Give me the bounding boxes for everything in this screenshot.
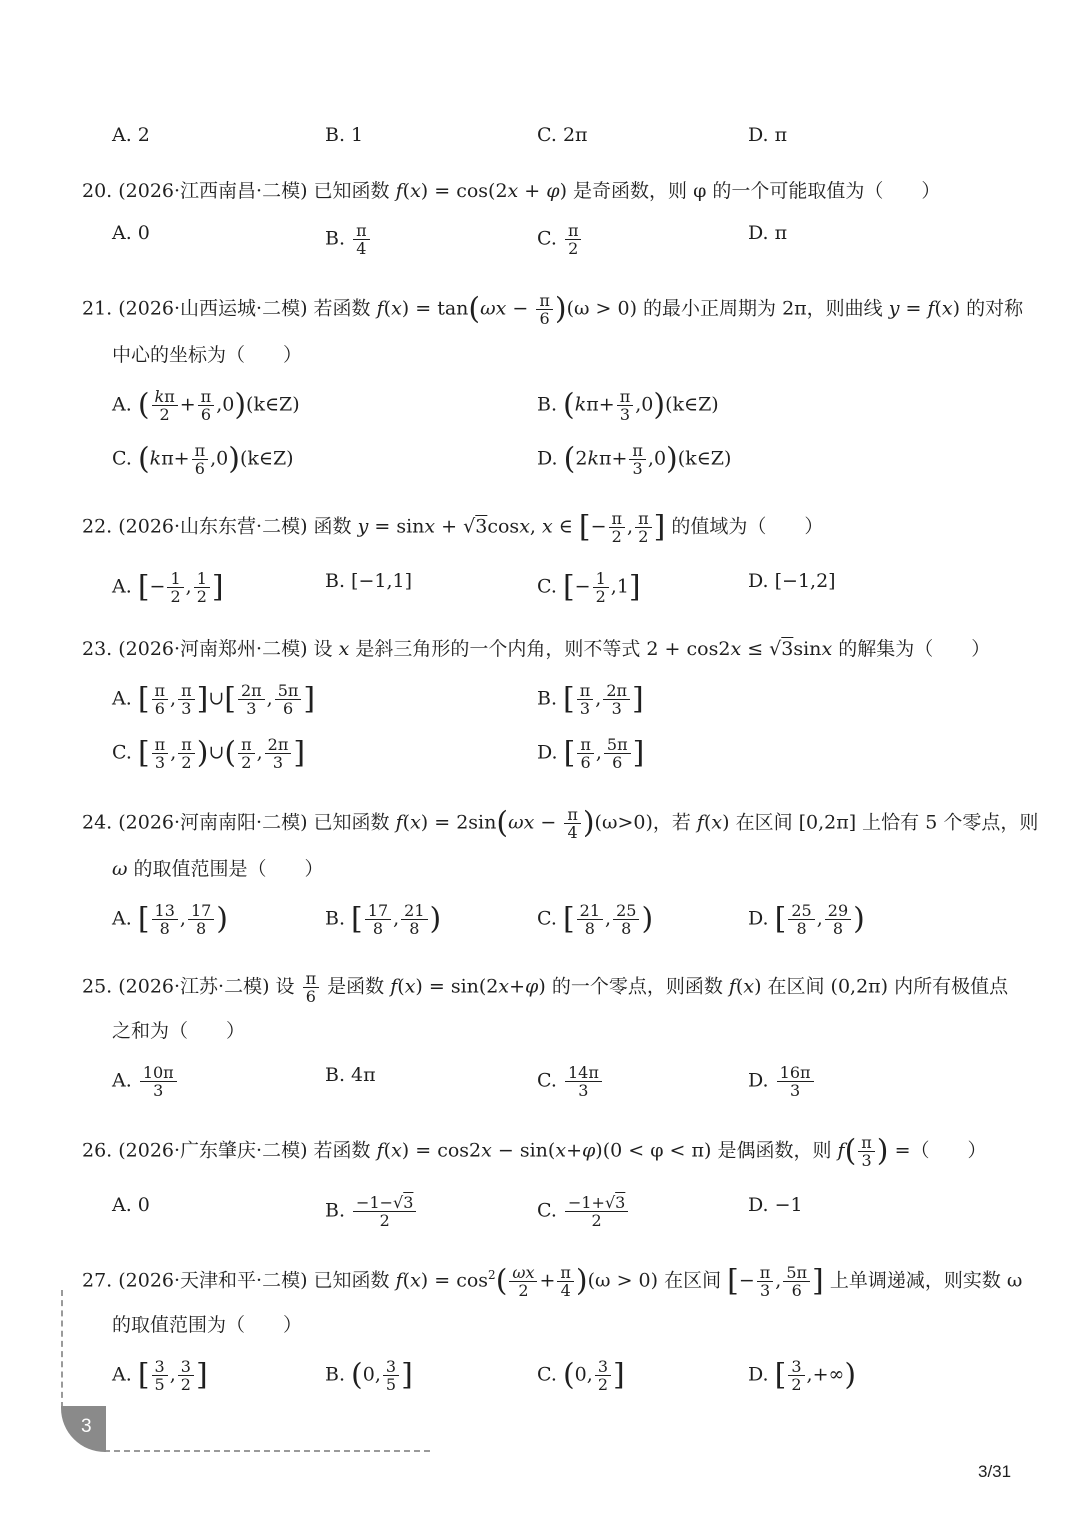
question-25 xyxy=(0,970,1080,1016)
option-d: D. $\frac{16\pi}{3}$ xyxy=(748,1064,816,1099)
page-number-tab xyxy=(61,1406,106,1452)
option-b: B. 1 xyxy=(325,124,364,146)
question-27-line2 xyxy=(0,1310,1080,1356)
question-26 xyxy=(0,1134,1080,1180)
q25-options xyxy=(0,1064,1080,1110)
dashed-border-vertical xyxy=(61,1290,63,1408)
q26-options xyxy=(0,1194,1080,1240)
option-b: B. $\frac{-1-√3}{2}$ xyxy=(325,1194,418,1229)
question-27 xyxy=(0,1264,1080,1310)
option-b: B. (0, $\frac{3}{5}$ ] xyxy=(325,1357,413,1394)
option-a: A. $\frac{10\pi}{3}$ xyxy=(112,1064,179,1099)
question-24 xyxy=(0,806,1080,852)
option-c: C. $\frac{14\pi}{3}$ xyxy=(537,1064,604,1099)
option-d: D. π xyxy=(748,222,788,244)
option-b: B. $\frac{\pi}{4}$ xyxy=(325,222,372,257)
option-b: B. [ $\frac{17}{8}$ , $\frac{21}{8}$ ) xyxy=(325,901,442,938)
option-a: A. 0 xyxy=(112,1194,150,1216)
option-a: A. [− $\frac{1}{2}$ , $\frac{1}{2}$ ] xyxy=(112,569,224,606)
question-text-cont: ω 的取值范围是（ ） xyxy=(112,858,324,880)
question-25-line2 xyxy=(0,1016,1080,1062)
question-21 xyxy=(0,292,1080,338)
option-c: C. 2π xyxy=(537,124,588,146)
q23-options-ab xyxy=(0,682,1080,728)
option-c: C. [ $\frac{\pi}{3}$ , $\frac{\pi}{2}$ )∪( $\frac{\pi}{2}$ , $\frac{2\pi}{3}$ ] xyxy=(112,735,306,772)
page-number-tab-label: 3 xyxy=(81,1416,92,1437)
question-text: 24. (2026·河南南阳·二模) 已知函数 f(x) = 2sin(ωx − $\frac{\pi}{4}$ )(ω>0)，若 f(x) 在区间 [0,2π] 上恰有 5 个零点，则 xyxy=(82,805,1039,842)
question-23 xyxy=(0,634,1080,680)
option-c: C. [− $\frac{1}{2}$ ,1] xyxy=(537,569,641,606)
question-text-cont: 的取值范围为（ ） xyxy=(112,1314,303,1336)
option-b: B. [−1,1] xyxy=(325,570,413,592)
question-21-line2 xyxy=(0,340,1080,386)
q23-options-cd xyxy=(0,736,1080,782)
option-d: D. [−1,2] xyxy=(748,570,836,592)
option-d: D. [ $\frac{25}{8}$ , $\frac{29}{8}$ ) xyxy=(748,901,865,938)
dashed-border-horizontal xyxy=(104,1450,430,1452)
question-text: 20. (2026·江西南昌·二模) 已知函数 f(x) = cos(2x + φ) 是奇函数，则 φ 的一个可能取值为（ ） xyxy=(82,180,941,202)
page-indicator: 3/31 xyxy=(978,1462,1012,1481)
option-c: C. $\frac{-1+√3}{2}$ xyxy=(537,1194,630,1229)
option-a: A. [ $\frac{3}{5}$ , $\frac{3}{2}$ ] xyxy=(112,1357,208,1394)
option-a: A. 2 xyxy=(112,124,150,146)
option-b: B. (kπ+ $\frac{\pi}{3}$ ,0)(k∈Z) xyxy=(537,387,719,424)
q21-options-cd xyxy=(0,442,1080,488)
option-d: D. [ $\frac{\pi}{6}$ , $\frac{5\pi}{6}$ ] xyxy=(537,735,645,772)
q19-options xyxy=(0,124,1080,170)
option-b: B. 4π xyxy=(325,1064,376,1086)
option-d: D. π xyxy=(748,124,788,146)
option-c: C. [ $\frac{21}{8}$ , $\frac{25}{8}$ ) xyxy=(537,901,654,938)
question-20 xyxy=(0,176,1080,222)
option-c: C. $\frac{\pi}{2}$ xyxy=(537,222,583,257)
question-text-cont: 中心的坐标为（ ） xyxy=(112,344,303,366)
question-text: 21. (2026·山西运城·二模) 若函数 f(x) = tan(ωx − $\frac{\pi}{6}$ )(ω > 0) 的最小正周期为 2π，则曲线 y = f(x) 的对称 xyxy=(82,291,1024,328)
question-text: 26. (2026·广东肇庆·二模) 若函数 f(x) = cos2x − sin(x+φ)(0 < φ < π) 是偶函数，则 f( $\frac{\pi}{3}$ ) =（ ） xyxy=(82,1133,987,1170)
q21-options-ab xyxy=(0,388,1080,434)
question-text: 25. (2026·江苏·二模) 设 $\frac{\pi}{6}$ 是函数 f(x) = sin(2x+φ) 的一个零点，则函数 f(x) 在区间 (0,2π) 内所有极值点 xyxy=(82,969,1009,1006)
option-d: D. (2kπ+ $\frac{\pi}{3}$ ,0)(k∈Z) xyxy=(537,441,732,478)
question-text: 23. (2026·河南郑州·二模) 设 x 是斜三角形的一个内角，则不等式 2 + cos2x ≤ √3sinx 的解集为（ ） xyxy=(82,638,991,660)
question-text-cont: 之和为（ ） xyxy=(112,1020,246,1042)
option-d: D. [ $\frac{3}{2}$ ,+∞) xyxy=(748,1357,857,1394)
q27-options xyxy=(0,1358,1080,1404)
option-a: A. [ $\frac{13}{8}$ , $\frac{17}{8}$ ) xyxy=(112,901,229,938)
q24-options xyxy=(0,902,1080,948)
question-22 xyxy=(0,510,1080,556)
option-d: D. −1 xyxy=(748,1194,803,1216)
option-a: A. 0 xyxy=(112,222,150,244)
q22-options xyxy=(0,570,1080,616)
q20-options xyxy=(0,222,1080,268)
question-24-line2 xyxy=(0,854,1080,900)
question-text: 27. (2026·天津和平·二模) 已知函数 $f(x) = \cos^2$( $\frac{\omega x}{2}$ + $\frac{\pi}{4}$ )(ω > 0) 在区间 [− $\frac{\pi}{3}$ , $\frac{5\pi}{6}$ ] 上单调递减，则实数 ω xyxy=(82,1263,1023,1300)
question-text: 22. (2026·山东东营·二模) 函数 y = sinx + √3cosx, x ∈ [− $\frac{\pi}{2}$ , $\frac{\pi}{2}$ ] 的值域为（ ） xyxy=(82,509,824,546)
option-b: B. [ $\frac{\pi}{3}$ , $\frac{2\pi}{3}$ ] xyxy=(537,681,644,718)
option-c: C. (kπ+ $\frac{\pi}{6}$ ,0)(k∈Z) xyxy=(112,441,294,478)
option-a: A. [ $\frac{\pi}{6}$ , $\frac{\pi}{3}$ ]∪[ $\frac{2\pi}{3}$ , $\frac{5\pi}{6}$ ] xyxy=(112,681,316,718)
option-a: A. ( $\frac{k\pi}{2}$ + $\frac{\pi}{6}$ ,0)(k∈Z) xyxy=(112,387,300,424)
option-c: C. (0, $\frac{3}{2}$ ] xyxy=(537,1357,625,1394)
